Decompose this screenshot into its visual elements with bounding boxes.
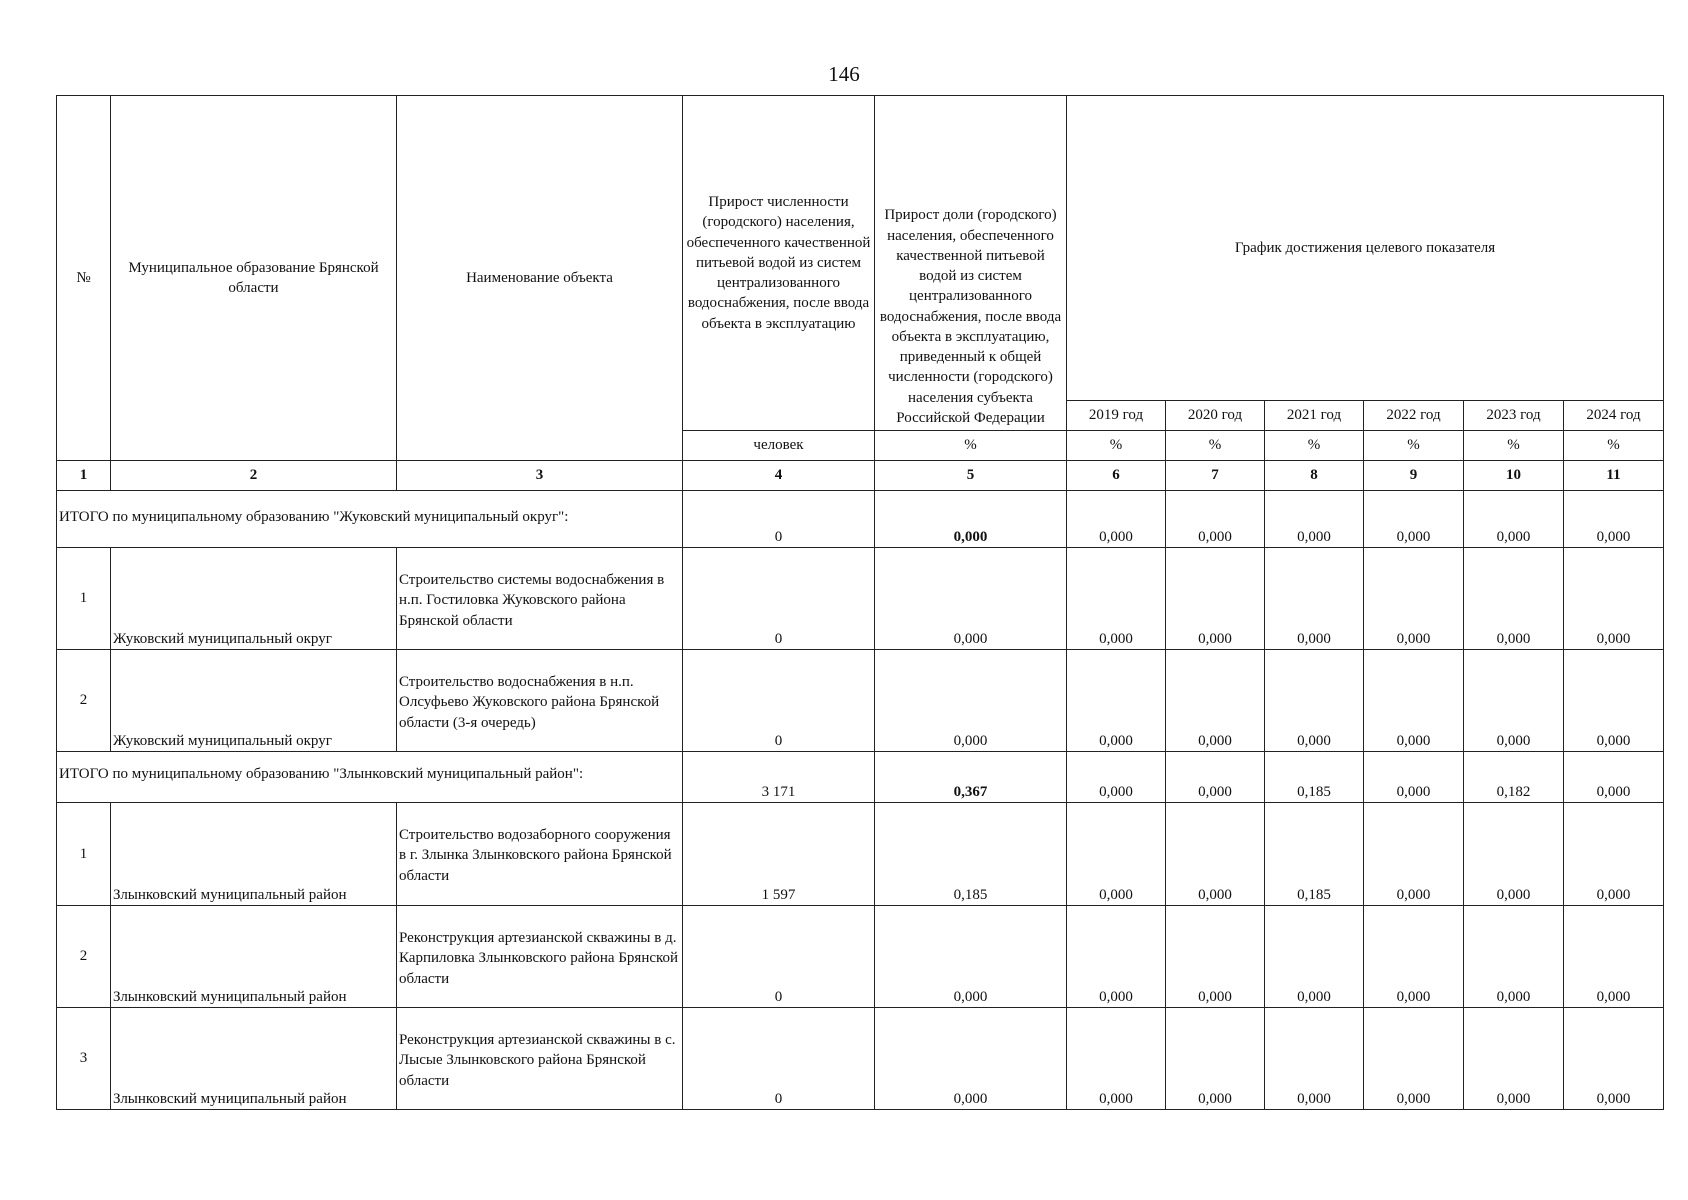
page-number: 146: [828, 62, 860, 86]
total-year-value: 0,000: [1067, 491, 1166, 548]
row-year-value: 0,000: [1464, 548, 1564, 650]
row-year-value: 0,000: [1265, 1008, 1364, 1110]
unit-percent: %: [1564, 431, 1664, 461]
row-people: 0: [683, 650, 875, 752]
row-year-value: 0,000: [1564, 803, 1664, 906]
row-year-value: 0,000: [1564, 548, 1664, 650]
row-year-value: 0,000: [1265, 906, 1364, 1008]
row-object: Реконструкция артезианской скважины в с. Лысые Злынковского района Брянской области: [397, 1008, 683, 1110]
total-people: 3 171: [683, 752, 875, 803]
row-number: 1: [57, 548, 111, 650]
row-people: 0: [683, 906, 875, 1008]
row-number: 2: [57, 906, 111, 1008]
row-year-value: 0,000: [1464, 906, 1564, 1008]
table-row: [57, 650, 1664, 752]
row-people: 0: [683, 1008, 875, 1110]
header-schedule: График достижения целевого показателя: [1067, 96, 1664, 401]
row-share: 0,000: [875, 548, 1067, 650]
column-number: 2: [111, 461, 397, 491]
row-people: 0: [683, 548, 875, 650]
header-year: 2022 год: [1364, 401, 1464, 431]
row-municipality: Жуковский муниципальный округ: [111, 650, 397, 752]
total-year-value: 0,000: [1166, 752, 1265, 803]
unit-percent: %: [1265, 431, 1364, 461]
row-year-value: 0,000: [1067, 803, 1166, 906]
row-year-value: 0,185: [1265, 803, 1364, 906]
header-year: 2019 год: [1067, 401, 1166, 431]
column-number: 4: [683, 461, 875, 491]
header-object: Наименование объекта: [397, 96, 683, 461]
column-number: 6: [1067, 461, 1166, 491]
row-year-value: 0,000: [1166, 906, 1265, 1008]
header-year: 2023 год: [1464, 401, 1564, 431]
row-object: Строительство водоснабжения в н.п. Олсуфьево Жуковского района Брянской области (3-я очередь): [397, 650, 683, 752]
unit-percent: %: [1464, 431, 1564, 461]
table-row: [57, 906, 1664, 1008]
column-number: 10: [1464, 461, 1564, 491]
total-year-value: 0,000: [1364, 491, 1464, 548]
row-municipality: Жуковский муниципальный округ: [111, 548, 397, 650]
row-year-value: 0,000: [1166, 650, 1265, 752]
unit-percent: %: [1166, 431, 1265, 461]
total-year-value: 0,000: [1364, 752, 1464, 803]
table-row: [57, 1008, 1664, 1110]
header-municipality: Муниципальное образование Брянской области: [111, 96, 397, 461]
row-municipality: Злынковский муниципальный район: [111, 1008, 397, 1110]
table-row: [57, 548, 1664, 650]
column-number: 7: [1166, 461, 1265, 491]
unit-percent: %: [875, 431, 1067, 461]
column-number: 9: [1364, 461, 1464, 491]
row-year-value: 0,000: [1265, 548, 1364, 650]
row-year-value: 0,000: [1166, 1008, 1265, 1110]
row-year-value: 0,000: [1067, 906, 1166, 1008]
total-year-value: 0,185: [1265, 752, 1364, 803]
column-number: 1: [57, 461, 111, 491]
unit-people: человек: [683, 431, 875, 461]
row-year-value: 0,000: [1564, 650, 1664, 752]
row-object: Строительство системы водоснабжения в н.п. Гостиловка Жуковского района Брянской области: [397, 548, 683, 650]
row-year-value: 0,000: [1464, 1008, 1564, 1110]
row-year-value: 0,000: [1364, 548, 1464, 650]
total-year-value: 0,000: [1265, 491, 1364, 548]
total-label: ИТОГО по муниципальному образованию "Жуковский муниципальный округ":: [57, 491, 683, 548]
row-year-value: 0,000: [1464, 650, 1564, 752]
row-year-value: 0,000: [1166, 548, 1265, 650]
total-row: [57, 491, 1664, 548]
row-year-value: 0,000: [1364, 906, 1464, 1008]
total-year-value: 0,000: [1067, 752, 1166, 803]
row-year-value: 0,000: [1364, 1008, 1464, 1110]
row-share: 0,000: [875, 1008, 1067, 1110]
row-year-value: 0,000: [1166, 803, 1265, 906]
row-share: 0,185: [875, 803, 1067, 906]
total-year-value: 0,000: [1166, 491, 1265, 548]
total-people: 0: [683, 491, 875, 548]
unit-percent: %: [1067, 431, 1166, 461]
header-population-growth: Прирост численности (городского) населения, обеспеченного качественной питьевой водой из систем централизованного водоснабжения, после ввода объекта в эксплуатацию: [683, 96, 875, 431]
column-number: 8: [1265, 461, 1364, 491]
total-year-value: 0,000: [1564, 752, 1664, 803]
row-number: 2: [57, 650, 111, 752]
row-municipality: Злынковский муниципальный район: [111, 803, 397, 906]
row-share: 0,000: [875, 650, 1067, 752]
header-year: 2020 год: [1166, 401, 1265, 431]
column-number: 3: [397, 461, 683, 491]
row-number: 3: [57, 1008, 111, 1110]
column-number: 11: [1564, 461, 1664, 491]
total-year-value: 0,182: [1464, 752, 1564, 803]
header-row: [57, 96, 1664, 401]
row-municipality: Злынковский муниципальный район: [111, 906, 397, 1008]
row-people: 1 597: [683, 803, 875, 906]
total-year-value: 0,000: [1464, 491, 1564, 548]
row-year-value: 0,000: [1265, 650, 1364, 752]
row-number: 1: [57, 803, 111, 906]
row-object: Строительство водозаборного сооружения в г. Злынка Злынковского района Брянской области: [397, 803, 683, 906]
total-row: [57, 752, 1664, 803]
row-year-value: 0,000: [1564, 906, 1664, 1008]
row-year-value: 0,000: [1067, 1008, 1166, 1110]
total-year-value: 0,000: [1564, 491, 1664, 548]
row-object: Реконструкция артезианской скважины в д. Карпиловка Злынковского района Брянской области: [397, 906, 683, 1008]
row-year-value: 0,000: [1364, 803, 1464, 906]
row-year-value: 0,000: [1464, 803, 1564, 906]
total-share: 0,367: [875, 752, 1067, 803]
total-share: 0,000: [875, 491, 1067, 548]
column-number: 5: [875, 461, 1067, 491]
row-year-value: 0,000: [1364, 650, 1464, 752]
header-year: 2024 год: [1564, 401, 1664, 431]
row-year-value: 0,000: [1067, 548, 1166, 650]
header-year: 2021 год: [1265, 401, 1364, 431]
total-label: ИТОГО по муниципальному образованию "Злынковский муниципальный район":: [57, 752, 683, 803]
unit-percent: %: [1364, 431, 1464, 461]
header-share-growth: Прирост доли (городского) населения, обеспеченного качественной питьевой водой из систем централизованного водоснабжения, после ввода объекта в эксплуатацию, приведенный к общей численности (городского) населения субъекта Российской Федерации: [875, 96, 1067, 431]
target-indicator-table: [56, 95, 1664, 1110]
table-row: [57, 803, 1664, 906]
header-no: №: [57, 96, 111, 461]
row-year-value: 0,000: [1564, 1008, 1664, 1110]
row-year-value: 0,000: [1067, 650, 1166, 752]
column-numbers-row: [57, 461, 1664, 491]
row-share: 0,000: [875, 906, 1067, 1008]
